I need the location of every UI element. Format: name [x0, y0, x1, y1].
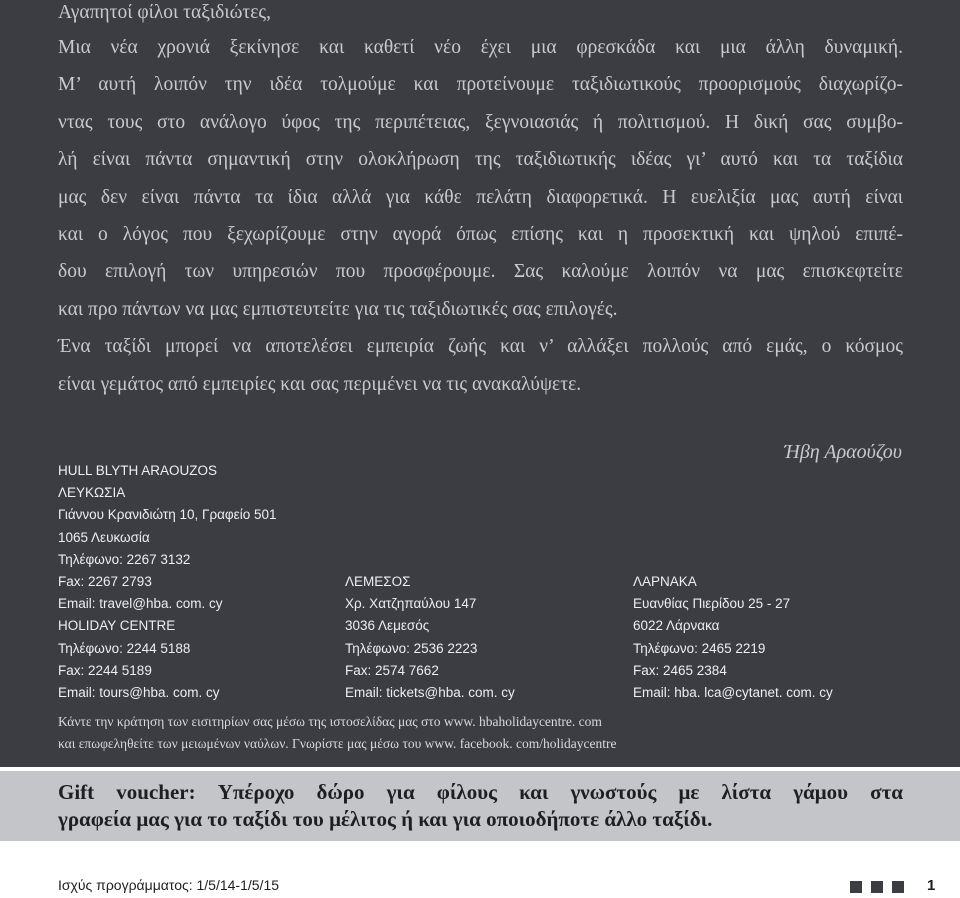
contact-line: ΛΕΥΚΩΣΙΑ: [58, 485, 126, 501]
contact-line: 1065 Λευκωσία: [58, 529, 150, 545]
letter-line: και ο λόγος που ξεχωρίζουμε στην αγορά όπως επίσης και η προσεκτική και ψηλού επιπέ-: [58, 224, 903, 246]
letter-greeting: Αγαπητοί φίλοι ταξιδιώτες,: [58, 2, 272, 23]
page-number: 1: [927, 877, 936, 894]
gift-voucher-text: [58, 779, 903, 833]
square-icon: [892, 881, 904, 893]
contact-email[interactable]: Email: tours@hba. com. cy: [58, 684, 220, 700]
gift-voucher-banner: [0, 771, 960, 841]
letter-line: είναι γεμάτος από εμπειρίες και σας περιμένει να τις ανακαλύψετε.: [58, 373, 582, 395]
gift-voucher-line: [58, 779, 903, 806]
contact-line: Fax: 2267 2793: [58, 573, 152, 589]
gift-voucher-line: γραφεία μας για το ταξίδι του μέλιτος ή και για οποιοδήποτε άλλο ταξίδι.: [58, 807, 713, 831]
contact-line: Τηλέφωνο: 2465 2219: [633, 640, 766, 656]
square-icon: [871, 881, 883, 893]
contact-line: Χρ. Χατζηπαύλου 147: [345, 596, 477, 612]
contact-line: HULL BLYTH ARAOUZOS: [58, 463, 218, 478]
contact-line: Fax: 2244 5189: [58, 662, 152, 678]
letter-line: δου επιλογή των υπηρεσιών που προσφέρουμε. Σας καλούμε λοιπόν να μας επισκεφτείτε: [58, 261, 903, 283]
contact-line: Γιάννου Κρανιδιώτη 10, Γραφείο 501: [58, 507, 277, 523]
contact-column-limassol: [345, 571, 515, 704]
letter-line: Μ’ αυτή λοιπόν την ιδέα τολμούμε και προτείνουμε ταξιδιωτικούς προορισμούς διαχωρίζο-: [58, 74, 903, 96]
signature: Ήβη Αραούζου: [784, 441, 902, 463]
gift-voucher-line-rest: : Υπέροχο δώρο για φίλους και γνωστούς με λίστα γάμου στα: [188, 780, 903, 804]
contact-line: Τηλέφωνο: 2244 5188: [58, 640, 191, 656]
contact-line: Fax: 2574 7662: [345, 662, 439, 678]
contact-line: 6022 Λάρνακα: [633, 618, 720, 634]
letter-line: Μια νέα χρονιά ξεκίνησε και καθετί νέο έχει μια φρεσκάδα και μια άλλη δυναμική.: [58, 37, 903, 58]
letter-line: Ένα ταξίδι μπορεί να αποτελέσει εμπειρία ζωής και ν’ αλλάξει πολλούς από εμάς, ο κόσμος: [58, 336, 903, 358]
letter-line: ντας τους στο ανάλογο ύφος της περιπέτειας, ξεγνοιασιάς ή πολιτισμού. Η δική σας συμβο-: [58, 111, 903, 133]
letter-body: [58, 29, 903, 403]
letter-line: και προ πάντων να μας εμπιστευτείτε για τις ταξιδιωτικές σας επιλογές.: [58, 298, 618, 320]
program-validity: Ισχύς προγράμματος: 1/5/14-1/5/15: [58, 877, 280, 893]
decorative-squares: [850, 880, 913, 898]
contact-column-larnaca: [633, 571, 833, 704]
contact-email[interactable]: Email: travel@hba. com. cy: [58, 596, 223, 612]
contact-line: HOLIDAY CENTRE: [58, 618, 176, 634]
contact-email[interactable]: Email: tickets@hba. com. cy: [345, 684, 515, 700]
contact-line: ΛΕΜΕΣΟΣ: [345, 574, 411, 589]
gift-voucher-label: Gift voucher: [58, 780, 189, 804]
letter-line: μας δεν είναι πάντα τα ίδια αλλά για κάθε πελάτη διαφορετικά. Η ευελιξία μας αυτή είναι: [58, 186, 903, 208]
website-note-line: Κάντε την κράτηση των εισιτηρίων σας μέσω της ιστοσελίδας μας στο www. hbaholidaycentre. com: [58, 714, 602, 729]
contact-column-nicosia: [58, 460, 277, 704]
contact-line: Ευανθίας Πιερίδου 25 - 27: [633, 596, 791, 612]
website-note-line: και επωφεληθείτε των μειωμένων ναύλων. Γνωρίστε μας μέσω του www. facebook. com/holidaycentre: [58, 736, 617, 751]
contact-line: Τηλέφωνο: 2267 3132: [58, 551, 191, 567]
contact-line: Τηλέφωνο: 2536 2223: [345, 640, 478, 656]
contact-line: ΛΑΡΝΑΚΑ: [633, 574, 697, 589]
letter-line: λή είναι πάντα σημαντική στην ολοκλήρωση της ταξιδιωτικής ιδέας γι’ αυτό και τα ταξίδια: [58, 149, 903, 171]
contact-email[interactable]: Email: hba. lca@cytanet. com. cy: [633, 684, 833, 700]
contact-line: 3036 Λεμεσός: [345, 618, 430, 634]
contact-line: Fax: 2465 2384: [633, 662, 727, 678]
square-icon: [850, 881, 862, 893]
website-note: [58, 711, 616, 755]
